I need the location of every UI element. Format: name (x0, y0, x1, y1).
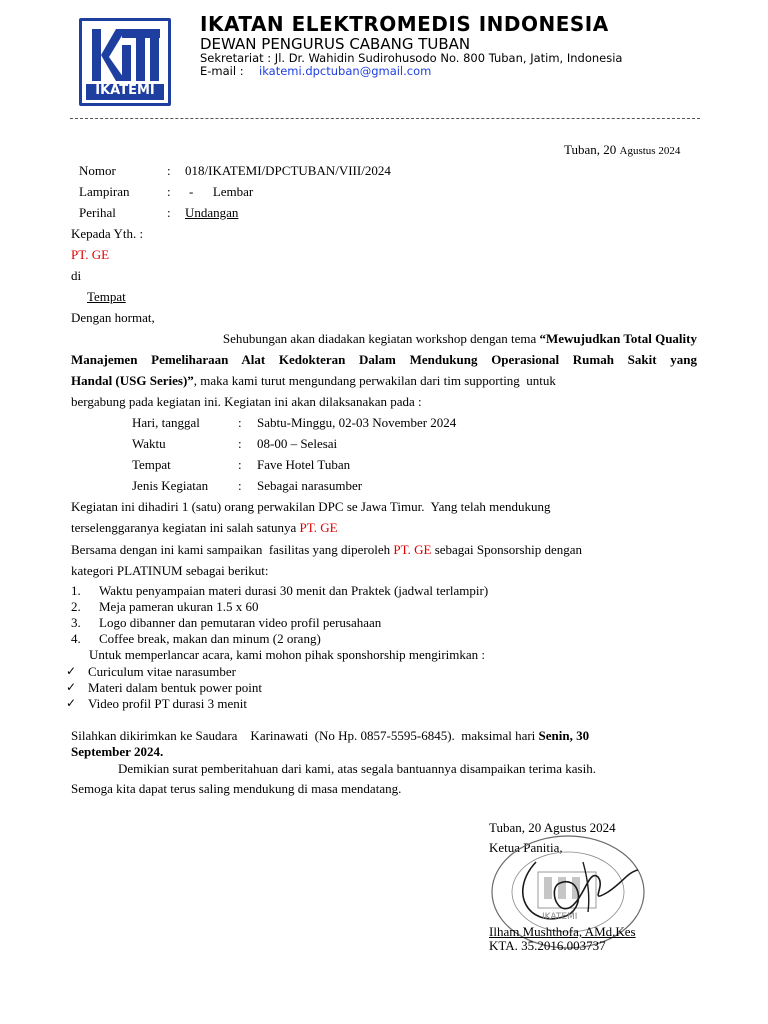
email-label: E-mail : (200, 64, 244, 78)
date-day: Tuban, 20 (564, 142, 617, 157)
facility-text-b: sebagai Sponsorship dengan (431, 542, 582, 557)
greeting: Dengan hormat, (71, 310, 155, 325)
recipient-place: Tempat (87, 289, 126, 304)
signer-id: KTA. 35.2016.003737 (489, 938, 606, 953)
organization-title: IKATAN ELEKTROMEDIS INDONESIA (200, 12, 609, 36)
meta-nomor-value: 018/IKATEMI/DPCTUBAN/VIII/2024 (185, 163, 391, 178)
send-deadline-1: Senin, 30 (538, 728, 590, 743)
event-time-value: 08-00 – Selesai (257, 436, 338, 451)
check-icon: ✓ (66, 696, 77, 710)
event-place-sep: : (238, 457, 242, 472)
facility-company: PT. GE (393, 542, 432, 557)
event-date-label: Hari, tanggal (132, 415, 200, 430)
attend-company: PT. GE (299, 520, 338, 535)
meta-nomor-sep: : (167, 163, 171, 178)
intro-theme-3: Handal (USG Series)” (71, 373, 194, 388)
facility-num-1: 1. (71, 583, 81, 598)
date-month-year: Agustus 2024 (619, 145, 681, 157)
signer-name: Ilham Mushthofa, AMd.Kes (489, 924, 636, 939)
organization-logo (79, 18, 171, 106)
check-icon: ✓ (66, 680, 77, 694)
signature-date: Tuban, 20 Agustus 2024 (489, 820, 616, 835)
logo-text: IKATEMI (95, 83, 155, 98)
facility-text-a: Bersama dengan ini kami sampaikan fasilitas yang diperoleh (71, 542, 394, 557)
intro-line-3 (71, 373, 697, 389)
event-place-label: Tempat (132, 457, 171, 472)
attend-line-2 (71, 520, 338, 536)
request-item-3: Video profil PT durasi 3 menit (88, 696, 247, 711)
intro-theme-2: Manajemen Pemeliharaan Alat Kedokteran Dalam Mendukung Operasional Rumah Sakit yang (71, 352, 697, 367)
intro-text-3: bergabung pada kegiatan ini. Kegiatan ini akan dilaksanakan pada : (71, 394, 422, 409)
stamp-inner-text: IKATEMI (542, 912, 578, 922)
signature-role: Ketua Panitia, (489, 840, 563, 855)
facility-line-1 (71, 542, 582, 558)
event-time-sep: : (238, 436, 242, 451)
facility-item-3: Logo dibanner dan pemutaran video profil perusahaan (99, 615, 382, 630)
event-place-value: Fave Hotel Tuban (257, 457, 351, 472)
meta-lampiran-value: - Lembar (189, 184, 254, 199)
recipient-at: di (71, 268, 82, 283)
letter-date (564, 142, 680, 158)
recipient-name: PT. GE (71, 247, 110, 262)
header-divider (70, 118, 700, 119)
organization-address: Sekretariat : Jl. Dr. Wahidin Sudirohusodo No. 800 Tuban, Jatim, Indonesia (200, 51, 623, 65)
meta-perihal-label: Perihal (79, 205, 116, 220)
send-text: Silahkan dikirimkan ke Saudara Karinawati (No Hp. 0857-5595-6845). maksimal hari (71, 728, 539, 743)
send-deadline-2: September 2024. (71, 744, 164, 759)
closing-line-1: Demikian surat pemberitahuan dari kami, atas segala bantuannya disampaikan terima kasih. (118, 761, 596, 776)
meta-perihal-sep: : (167, 205, 171, 220)
attend-text: terselenggaranya kegiatan ini salah satunya (71, 520, 300, 535)
facility-num-4: 4. (71, 631, 81, 646)
facility-item-4: Coffee break, makan dan minum (2 orang) (99, 631, 321, 646)
intro-text-1: Sehubungan akan diadakan kegiatan workshop dengan tema (222, 331, 540, 346)
request-item-1: Curiculum vitae narasumber (88, 664, 237, 679)
facility-num-2: 2. (71, 599, 81, 614)
facility-item-2: Meja pameran ukuran 1.5 x 60 (99, 599, 259, 614)
meta-perihal-value: Undangan (185, 205, 239, 220)
intro-theme-1: “Mewujudkan Total Quality (539, 331, 697, 346)
organization-branch: DEWAN PENGURUS CABANG TUBAN (200, 35, 471, 53)
check-icon: ✓ (66, 664, 77, 678)
event-type-sep: : (238, 478, 242, 493)
event-date-sep: : (238, 415, 242, 430)
event-date-value: Sabtu-Minggu, 02-03 November 2024 (257, 415, 457, 430)
closing-line-2: Semoga kita dapat terus saling mendukung di masa mendatang. (71, 781, 402, 796)
meta-lampiran-sep: : (167, 184, 171, 199)
send-line-1 (71, 728, 697, 744)
facility-line-2: kategori PLATINUM sebagai berikut: (71, 563, 269, 578)
attend-line-1: Kegiatan ini dihadiri 1 (satu) orang perwakilan DPC se Jawa Timur. Yang telah mendukung (71, 499, 551, 514)
meta-lampiran-label: Lampiran (79, 184, 130, 199)
intro-line-1 (71, 331, 697, 347)
event-type-label: Jenis Kegiatan (132, 478, 209, 493)
facility-item-1: Waktu penyampaian materi durasi 30 menit dan Praktek (jadwal terlampir) (99, 583, 489, 598)
intro-text-2: , maka kami turut mengundang perwakilan dari tim supporting untuk (193, 373, 556, 388)
event-type-value: Sebagai narasumber (257, 478, 363, 493)
recipient-to: Kepada Yth. : (71, 226, 144, 241)
meta-nomor-label: Nomor (79, 163, 116, 178)
email-link[interactable]: ikatemi.dpctuban@gmail.com (259, 64, 432, 78)
facility-num-3: 3. (71, 615, 81, 630)
request-item-2: Materi dalam bentuk power point (88, 680, 263, 695)
event-time-label: Waktu (132, 436, 166, 451)
request-intro: Untuk memperlancar acara, kami mohon pihak sponshorship mengirimkan : (89, 647, 486, 662)
